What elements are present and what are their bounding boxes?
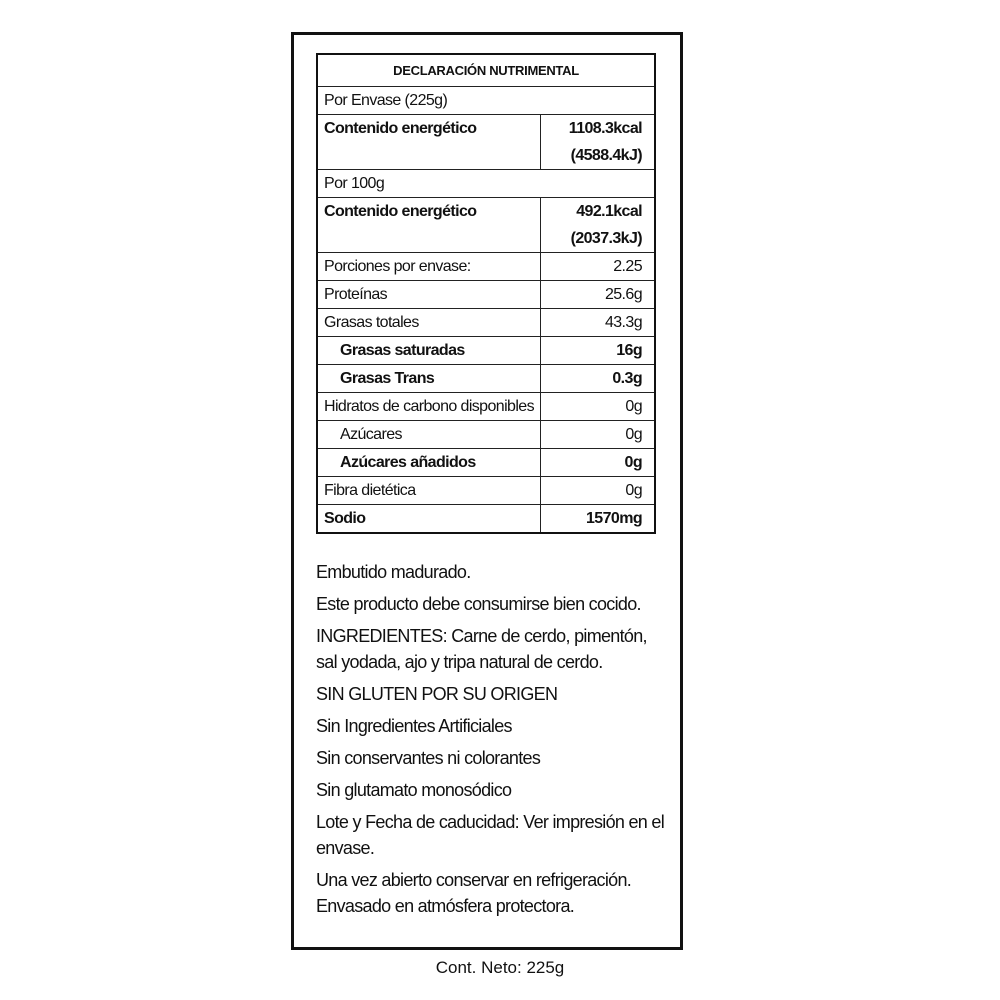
table-row	[317, 393, 655, 421]
nutrient-value: 25.6g	[541, 281, 656, 309]
nutrient-label: Porciones por envase:	[317, 253, 541, 281]
storage-notice	[316, 867, 666, 919]
nutrient-label: Proteínas	[317, 281, 541, 309]
nutrient-value: 0g	[541, 449, 656, 477]
per-package-energy-label: Contenido energético	[317, 115, 541, 170]
nutrient-label: Hidratos de carbono disponibles	[317, 393, 541, 421]
per-100-energy-kj: (2037.3kJ)	[570, 230, 642, 247]
packaging-notice-line: Envasado en atmósfera protectora.	[316, 896, 575, 916]
per-100-energy-value	[541, 198, 656, 253]
table-title: DECLARACIÓN NUTRIMENTAL	[317, 54, 655, 87]
nutrient-label: Fibra dietética	[317, 477, 541, 505]
per-100-energy-label: Contenido energético	[317, 198, 541, 253]
table-row	[317, 253, 655, 281]
nutrient-value: 1570mg	[541, 505, 656, 534]
nutrient-label: Grasas saturadas	[317, 337, 541, 365]
no-artificial-claim: Sin Ingredientes Artificiales	[316, 716, 512, 736]
gluten-free-claim: SIN GLUTEN POR SU ORIGEN	[316, 684, 558, 704]
nutrient-value: 0.3g	[541, 365, 656, 393]
no-preservatives-claim: Sin conservantes ni colorantes	[316, 748, 541, 768]
table-row	[317, 337, 655, 365]
nutrient-value: 0g	[541, 393, 656, 421]
table-row	[317, 505, 655, 534]
nutrition-table	[316, 53, 656, 534]
lot-expiry-notice: Lote y Fecha de caducidad: Ver impresión en el envase.	[316, 812, 665, 858]
nutrient-value: 43.3g	[541, 309, 656, 337]
per-package-energy-value	[541, 115, 656, 170]
nutrient-label: Grasas totales	[317, 309, 541, 337]
table-row	[317, 309, 655, 337]
nutrient-value: 2.25	[541, 253, 656, 281]
per-package-energy-row	[317, 115, 655, 170]
nutrient-value: 16g	[541, 337, 656, 365]
table-row	[317, 365, 655, 393]
per-package-energy-kj: (4588.4kJ)	[570, 147, 642, 164]
table-row	[317, 449, 655, 477]
nutrient-label: Sodio	[317, 505, 541, 534]
per-100-label: Por 100g	[317, 170, 655, 198]
per-100-row	[317, 170, 655, 198]
table-row	[317, 421, 655, 449]
per-100-energy-kcal: 492.1kcal	[576, 203, 642, 220]
nutrient-value: 0g	[541, 421, 656, 449]
cooking-notice: Este producto debe consumirse bien cocido.	[316, 594, 641, 614]
table-row	[317, 477, 655, 505]
net-content: Cont. Neto: 225g	[435, 958, 565, 977]
table-title-row	[317, 54, 655, 87]
product-description: Embutido madurado.	[316, 562, 471, 582]
per-100-energy-row	[317, 198, 655, 253]
nutrient-label: Grasas Trans	[317, 365, 541, 393]
ingredients-text: INGREDIENTES: Carne de cerdo, pimentón, sal yodada, ajo y tripa natural de cerdo.	[316, 626, 647, 672]
per-package-label: Por Envase (225g)	[317, 87, 655, 115]
nutrient-value: 0g	[541, 477, 656, 505]
product-info	[316, 559, 666, 919]
storage-notice-line: Una vez abierto conservar en refrigeración.	[316, 870, 632, 890]
nutrient-label: Azúcares	[317, 421, 541, 449]
nutrient-label: Azúcares añadidos	[317, 449, 541, 477]
nutrition-label	[291, 32, 683, 950]
table-row	[317, 281, 655, 309]
per-package-row	[317, 87, 655, 115]
per-package-energy-kcal: 1108.3kcal	[568, 120, 642, 137]
no-msg-claim: Sin glutamato monosódico	[316, 780, 512, 800]
